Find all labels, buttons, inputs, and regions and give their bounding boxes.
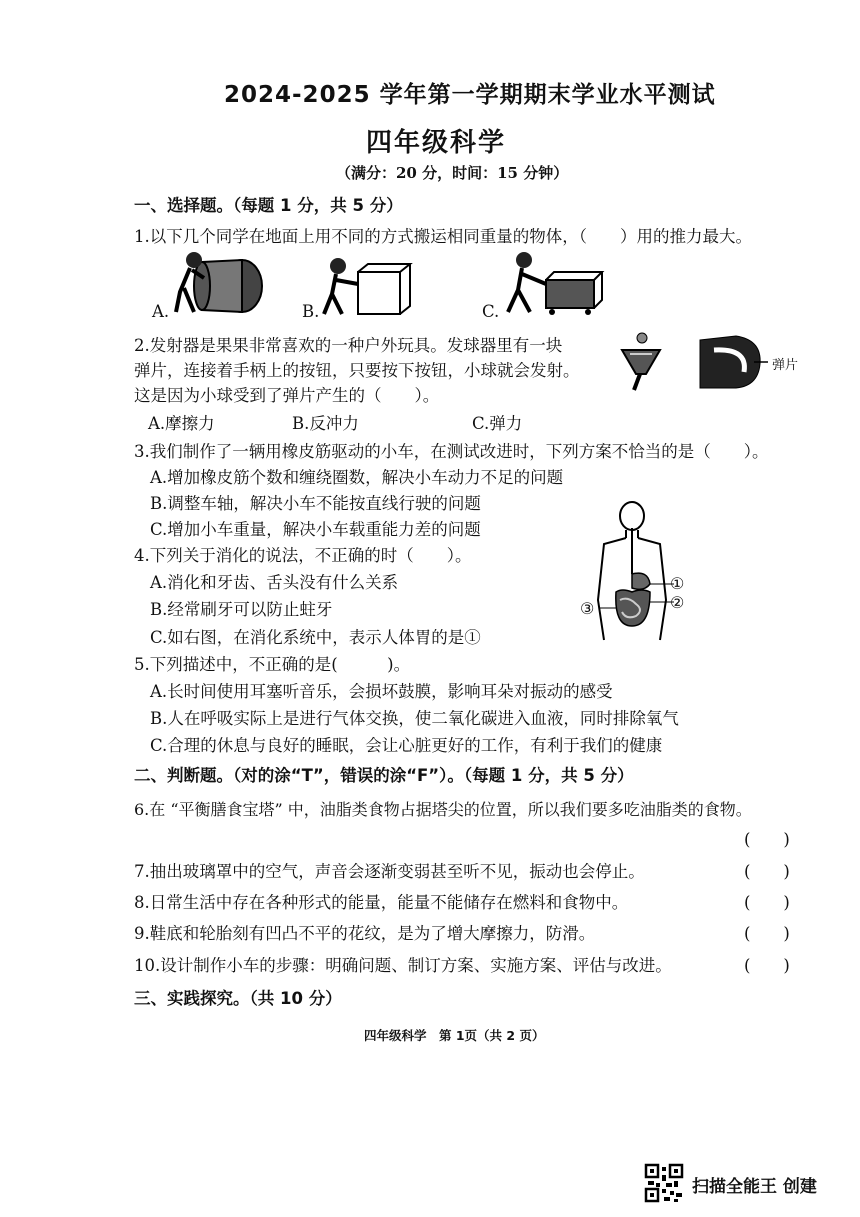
q4-option-b: B.经常刷牙可以防止蛀牙 [150, 600, 333, 619]
answer-paren-7: ( ) [744, 862, 790, 881]
q5-option-c: C.合理的休息与良好的睡眠，会让心脏更好的工作，有利于我们的健康 [150, 736, 663, 755]
spring-plate-label: 弹片 [772, 358, 799, 373]
section-1-heading: 一、选择题。（每题 1 分，共 5 分） [134, 196, 403, 215]
exam-title: 2024-2025 学年第一学期期末学业水平测试 [224, 82, 716, 108]
scanner-brand-watermark: 扫描全能王 创建 [692, 1177, 817, 1197]
q5-option-a: A.长时间使用耳塞听音乐，会损坏鼓膜，影响耳朵对振动的感受 [150, 682, 613, 701]
judgement-item-7: 7.抽出玻璃罩中的空气，声音会逐渐变弱甚至听不见，振动也会停止。 [134, 862, 645, 881]
rolling-cylinder-figure [172, 248, 272, 318]
launcher-toy-figure [612, 330, 668, 394]
q2-option-a: A.摩擦力 [148, 414, 215, 433]
q3-option-b: B.调整车轴，解决小车不能按直线行驶的问题 [150, 494, 481, 513]
figure-label-2: ② [670, 593, 685, 612]
section-2-heading: 二、判断题。（对的涂“T”，错误的涂“F”）。（每题 1 分，共 5 分） [134, 766, 634, 785]
section-3-heading: 三、实践探究。（共 10 分） [134, 989, 342, 1008]
q1-option-c: C. [482, 302, 500, 321]
qr-code-icon [644, 1163, 684, 1203]
question-2-line-2: 弹片，连接着手柄上的按钮，只要按下按钮，小球就会发射。 [134, 361, 580, 380]
q4-option-c: C.如右图，在消化系统中，表示人体胃的是① [150, 628, 481, 647]
q2-option-c: C.弹力 [472, 414, 523, 433]
page-footer: 四年级科学 第 1页（共 2 页） [364, 1028, 545, 1043]
q4-option-a: A.消化和牙齿、舌头没有什么关系 [150, 573, 399, 592]
question-5: 5.下列描述中，不正确的是( )。 [134, 655, 411, 674]
digestive-system-figure [592, 500, 692, 644]
judgement-item-9: 9.鞋底和轮胎刻有凹凸不平的花纹，是为了增大摩擦力，防滑。 [134, 924, 596, 943]
pushing-cart-figure [498, 246, 608, 318]
exam-subtitle: 四年级科学 [366, 128, 507, 158]
figure-label-3: ③ [580, 599, 595, 618]
figure-label-1: ① [670, 574, 685, 593]
question-3: 3.我们制作了一辆用橡皮筋驱动的小车，在测试改进时，下列方案不恰当的是（ ）。 [134, 442, 769, 461]
answer-paren-8: ( ) [744, 893, 790, 912]
q3-option-c: C.增加小车重量，解决小车载重能力差的问题 [150, 520, 481, 539]
q1-option-b: B. [302, 302, 320, 321]
judgement-item-6: 6.在 “平衡膳食宝塔” 中，油脂类食物占据塔尖的位置，所以我们要多吃油脂类的食物。 [134, 800, 752, 819]
question-2-line-1: 2.发射器是果果非常喜欢的一种户外玩具。发球器里有一块 [134, 336, 563, 355]
answer-paren-6: ( ) [744, 830, 790, 849]
q1-option-a: A. [152, 302, 170, 321]
score-info: （满分：20 分，时间：15 分钟） [336, 164, 569, 182]
spring-plate-figure [696, 332, 768, 392]
q3-option-a: A.增加橡皮筋个数和缠绕圈数，解决小车动力不足的问题 [150, 468, 564, 487]
judgement-item-10: 10.设计制作小车的步骤：明确问题、制订方案、实施方案、评估与改进。 [134, 956, 672, 975]
question-2-line-3: 这是因为小球受到了弹片产生的（ ）。 [134, 386, 440, 405]
question-4: 4.下列关于消化的说法，不正确的时（ ）。 [134, 546, 472, 565]
question-1: 1.以下几个同学在地面上用不同的方式搬运相同重量的物体，（ ）用的推力最大。 [134, 227, 752, 246]
pushing-box-figure [318, 252, 418, 318]
q2-option-b: B.反冲力 [292, 414, 359, 433]
answer-paren-9: ( ) [744, 924, 790, 943]
q5-option-b: B.人在呼吸实际上是进行气体交换，使二氧化碳进入血液，同时排除氧气 [150, 709, 679, 728]
judgement-item-8: 8.日常生活中存在各种形式的能量，能量不能储存在燃料和食物中。 [134, 893, 629, 912]
answer-paren-10: ( ) [744, 956, 790, 975]
